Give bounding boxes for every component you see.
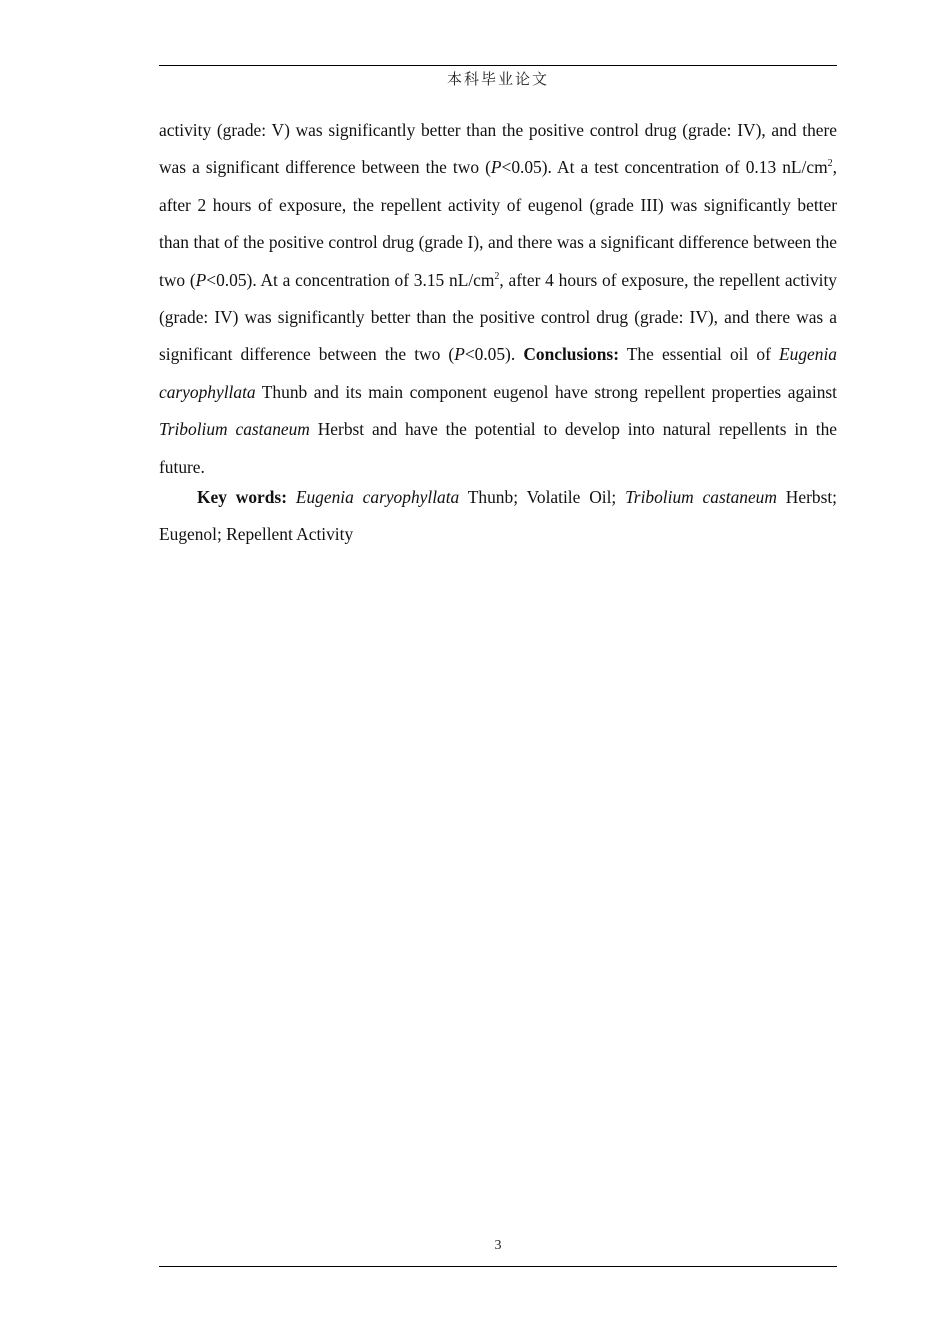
keywords-paragraph [159,479,837,554]
keyword-text: Herbst; Eugenol; Repellent Activity [159,487,837,545]
keywords-label: Key words: [197,487,287,507]
superscript: 2 [827,158,833,170]
abstract-text: The essential oil of [619,344,780,365]
abstract-text: , after 2 hours of exposure, the repellent activity of eugenol (grade III) was significantly better than that of the positive control drug (grade I), and there was a significant difference between the two ( [159,157,837,290]
page-number: 3 [494,1238,502,1253]
species-name: Eugenia caryophyllata [159,344,837,402]
keyword-species: Tribolium castaneum [625,487,777,507]
footer-rule [159,1266,837,1267]
keyword-text: Thunb; Volatile Oil; [459,487,626,507]
abstract-text: Thunb and its main component eugenol have strong repellent properties against [255,381,837,402]
p-symbol: P [490,157,502,178]
p-symbol: P [454,344,465,365]
header-rule [159,65,837,66]
superscript: 2 [494,270,500,282]
abstract-text: <0.05). At a concentration of 3.15 nL/cm [206,269,495,290]
abstract-text: <0.05). [464,344,524,365]
conclusions-label: Conclusions: [523,344,619,365]
p-symbol: P [195,269,207,290]
abstract-paragraph [159,112,837,486]
abstract-text: activity (grade: V) was significantly better than the positive control drug (grade: IV), and there was a significant difference between the two ( [159,120,837,178]
species-name: Tribolium castaneum [159,419,310,440]
keyword-species: Eugenia caryophyllata [295,487,460,507]
abstract-text: <0.05). At a test concentration of 0.13 nL/cm [501,157,828,178]
running-header: 本科毕业论文 [446,70,549,88]
abstract-text: Herbst and have the potential to develop into natural repellents in the future. [159,419,837,477]
abstract-text: , after 4 hours of exposure, the repellent activity (grade: IV) was significantly better than the positive control drug (grade: IV), and there was a significant difference between the two ( [159,269,837,365]
